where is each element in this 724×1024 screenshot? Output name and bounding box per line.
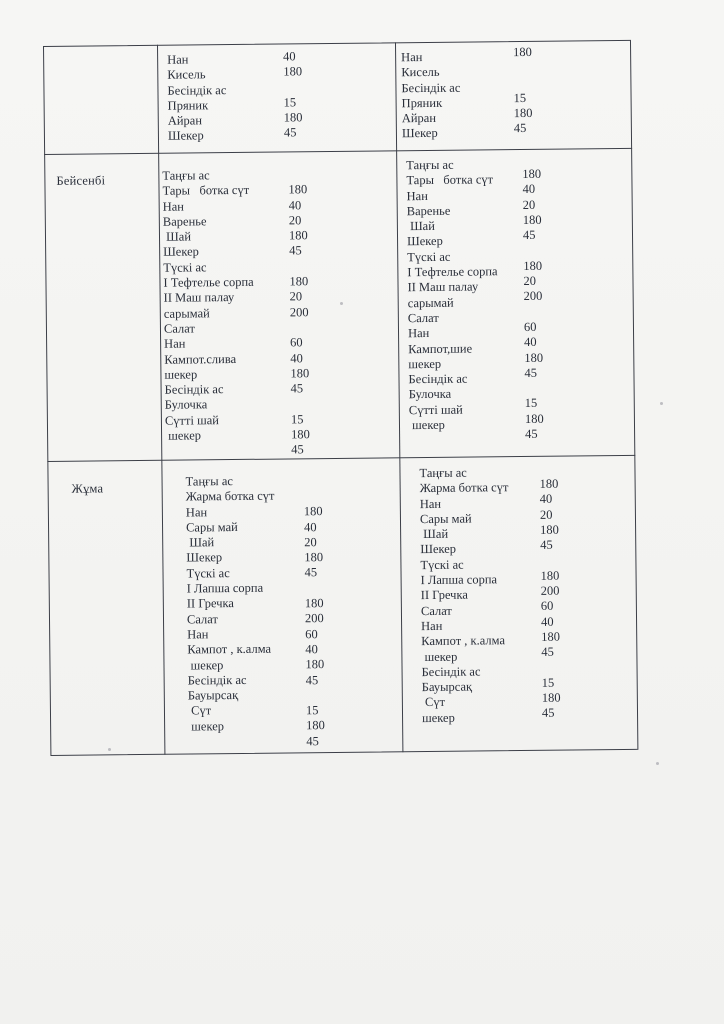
menu-line: Шекер — [186, 550, 223, 566]
menu-line: II Маш палау — [163, 290, 235, 306]
menu-line: 20 — [289, 289, 303, 304]
menu-line: Шекер — [420, 542, 457, 557]
menu-line: Тары ботка сүт — [406, 172, 494, 188]
menu-line: 40 — [305, 642, 318, 657]
menu-line: 60 — [540, 599, 554, 614]
menu-line: Түскі ас — [163, 260, 207, 275]
menu-line: Нан — [162, 199, 185, 214]
menu-line: 40 — [524, 335, 537, 350]
scan-speck — [660, 402, 663, 405]
menu-line: сарымай — [163, 305, 210, 321]
menu-line: 45 — [283, 125, 297, 140]
menu-line: 45 — [524, 365, 538, 380]
menu-line: Айран — [401, 111, 437, 126]
menu-line: 180 — [513, 106, 533, 121]
menu-line: Сүт — [421, 695, 446, 710]
menu-line: 180 — [541, 690, 561, 705]
menu-line: Бесіндік ас — [408, 371, 468, 387]
menu-line: 15 — [524, 396, 538, 411]
menu-line: 45 — [289, 243, 302, 258]
menu-line: шекер — [408, 417, 445, 433]
menu-line: Булочка — [164, 397, 208, 413]
row1-qty2 — [522, 167, 544, 443]
menu-line: 45 — [513, 121, 527, 136]
menu-line: шекер — [408, 356, 442, 372]
menu-line — [525, 381, 544, 396]
menu-line: 40 — [539, 491, 553, 507]
menu-line: Пряник — [401, 95, 443, 111]
menu-line: Нан — [187, 627, 209, 642]
menu-line: 60 — [290, 335, 303, 350]
menu-line: 180 — [539, 476, 559, 491]
menu-line: Варенье — [406, 203, 451, 219]
menu-line: 180 — [541, 629, 561, 644]
day-label: Бейсенбі — [56, 173, 106, 188]
menu-line: Кампот , к.алма — [421, 633, 506, 649]
menu-line: Тары ботка сүт — [162, 183, 250, 199]
menu-line: 15 — [290, 412, 304, 427]
menu-line: 20 — [288, 213, 302, 228]
menu-line: Бауырсақ — [187, 688, 239, 703]
menu-line: 45 — [305, 672, 319, 687]
scan-speck — [656, 762, 659, 765]
menu-line: Таңғы ас — [185, 474, 233, 489]
menu-line: Кампот , к.алма — [187, 641, 272, 657]
menu-line: 180 — [540, 568, 560, 583]
menu-line — [291, 397, 310, 412]
menu-line: 45 — [525, 426, 538, 442]
menu-line — [523, 243, 542, 258]
menu-line: Айран — [167, 113, 203, 128]
menu-line: Бесіндік ас — [167, 82, 227, 98]
menu-line: Салат — [420, 603, 452, 618]
menu-line: 40 — [303, 519, 317, 534]
menu-line: Шай — [420, 526, 449, 542]
menu-line: Түскі ас — [420, 557, 464, 572]
menu-line — [541, 660, 560, 675]
menu-line: 180 — [522, 166, 542, 181]
menu-line: Түскі ас — [407, 249, 451, 264]
menu-line — [540, 553, 559, 568]
menu-line — [290, 320, 309, 335]
menu-line — [513, 60, 532, 75]
menu-line: 200 — [540, 583, 560, 598]
menu-line: 15 — [541, 675, 555, 690]
menu-line — [283, 80, 302, 95]
menu-line: Шай — [406, 219, 435, 234]
menu-line: Нан — [421, 618, 443, 634]
menu-line: 180 — [513, 44, 532, 60]
menu-line: 180 — [288, 228, 308, 243]
menu-line — [289, 259, 308, 274]
menu-line — [304, 489, 323, 504]
menu-line: Кампот,шие — [408, 341, 473, 356]
row0-qty1 — [283, 49, 303, 141]
menu-line: Шай — [186, 535, 215, 550]
row2-menu1 — [185, 474, 276, 735]
menu-line — [305, 581, 324, 596]
menu-line: 180 — [304, 596, 324, 611]
menu-line: Бесіндік ас — [421, 664, 481, 679]
menu-line: 180 — [523, 258, 543, 273]
menu-line: 40 — [288, 197, 302, 213]
menu-line: I Лапша сорпа — [186, 580, 264, 596]
menu-line: I Тефтелье сорпа — [163, 274, 254, 290]
row1-menu2 — [406, 157, 499, 433]
menu-line: Сүтті шай — [164, 412, 219, 428]
menu-line — [288, 167, 307, 182]
menu-line: Шекер — [401, 126, 438, 141]
menu-line: 40 — [283, 49, 296, 64]
menu-line: Таңғы ас — [419, 465, 467, 481]
menu-line: 40 — [290, 350, 303, 365]
menu-line: 180 — [290, 366, 310, 381]
menu-line: Кисель — [401, 65, 440, 80]
menu-line: 45 — [522, 228, 536, 243]
menu-line: Бауырсақ — [421, 679, 473, 695]
menu-line: Салат — [407, 310, 439, 326]
scan-speck — [108, 748, 111, 751]
menu-line — [306, 688, 325, 703]
menu-line: 180 — [524, 411, 544, 426]
menu-line: 20 — [523, 273, 537, 289]
menu-line: 45 — [541, 644, 554, 660]
menu-line: Таңғы ас — [406, 157, 454, 173]
menu-line: I Тефтелье сорпа — [407, 264, 498, 280]
menu-line: 180 — [289, 274, 309, 289]
menu-line: II Маш палау — [407, 279, 479, 295]
menu-line: сарымай — [407, 295, 454, 310]
menu-line: 180 — [540, 522, 559, 537]
menu-line: Салат — [163, 321, 195, 336]
menu-line: 180 — [524, 350, 544, 365]
menu-line — [524, 304, 543, 319]
menu-line: 15 — [305, 703, 319, 718]
menu-line: Нан — [419, 496, 442, 511]
menu-line: Нан — [401, 50, 423, 65]
menu-line: Жарма ботка сүт — [419, 480, 509, 496]
menu-line: Нан — [185, 504, 208, 520]
menu-line: шекер — [165, 428, 202, 443]
menu-line: Түскі ас — [186, 565, 230, 581]
menu-line: 15 — [513, 90, 527, 105]
menu-line: 60 — [305, 626, 318, 641]
menu-line: 60 — [523, 319, 537, 334]
scan-speck — [340, 302, 343, 305]
menu-line: 180 — [304, 550, 324, 565]
menu-line: Жарма ботка сүт — [185, 488, 275, 504]
menu-line: 15 — [283, 95, 297, 110]
menu-line: 180 — [283, 110, 303, 125]
menu-line: Сары май — [419, 511, 472, 526]
menu-line: Сүтті шай — [408, 402, 463, 417]
menu-line: шекер — [187, 657, 224, 673]
menu-line: 40 — [522, 182, 536, 197]
menu-line: 180 — [522, 212, 542, 227]
menu-line: Нан — [164, 336, 186, 352]
menu-line: 180 — [288, 182, 308, 197]
menu-line: Булочка — [408, 387, 452, 402]
menu-line: 40 — [540, 614, 554, 629]
menu-line: Бесіндік ас — [164, 382, 224, 397]
menu-line: 200 — [289, 304, 309, 320]
row0-menu2 — [401, 50, 461, 142]
menu-line: Сары май — [185, 519, 238, 535]
menu-line: 200 — [304, 611, 324, 626]
menu-line: шекер — [188, 718, 225, 734]
menu-line: Кампот.слива — [164, 351, 237, 367]
menu-line: Варенье — [162, 214, 207, 229]
menu-line: II Гречка — [420, 587, 468, 603]
menu-line: Шекер — [406, 234, 443, 249]
menu-line: Бесіндік ас — [187, 672, 247, 688]
menu-line: шекер — [421, 649, 458, 664]
menu-line: 45 — [304, 565, 318, 580]
menu-line: I Лапша сорпа — [420, 572, 498, 588]
menu-line: Сүт — [187, 703, 212, 718]
menu-line: 45 — [306, 733, 319, 749]
row0-qty2 — [513, 45, 533, 137]
menu-line: Шай — [162, 229, 192, 244]
menu-line: Кисель — [167, 67, 206, 82]
row1-menu1 — [162, 168, 255, 444]
menu-line: Нан — [407, 326, 430, 341]
menu-line: Таңғы ас — [162, 168, 210, 183]
row2-qty2 — [540, 477, 561, 722]
menu-line: 200 — [523, 289, 543, 304]
menu-line: 20 — [539, 507, 553, 522]
menu-line: Нан — [167, 52, 189, 67]
menu-line: Пряник — [167, 98, 209, 113]
menu-line: 180 — [291, 427, 310, 442]
menu-line: 20 — [304, 535, 317, 550]
menu-table — [43, 40, 638, 756]
menu-line: 45 — [540, 537, 553, 553]
row2-menu2 — [419, 465, 510, 726]
menu-line: Нан — [406, 188, 428, 203]
day-label: Жұма — [71, 481, 104, 496]
menu-line: 45 — [290, 381, 304, 396]
menu-line: 45 — [291, 442, 304, 457]
row2-qty1 — [304, 489, 325, 749]
menu-line: Шекер — [167, 128, 204, 144]
menu-line: 180 — [283, 64, 303, 79]
menu-line: Шекер — [163, 244, 199, 260]
menu-line: 20 — [522, 197, 536, 212]
menu-line: 180 — [306, 718, 325, 733]
row0-menu1 — [167, 52, 227, 144]
menu-line: 45 — [541, 706, 555, 721]
menu-line: 180 — [305, 657, 325, 672]
menu-line: II Гречка — [186, 596, 235, 611]
row1-qty1 — [288, 167, 310, 458]
menu-line: 180 — [303, 504, 323, 519]
menu-line: Бесіндік ас — [401, 80, 461, 95]
menu-line: шекер — [164, 367, 198, 382]
menu-line: Салат — [186, 611, 219, 627]
menu-line: шекер — [421, 710, 455, 725]
menu-line — [513, 75, 532, 90]
